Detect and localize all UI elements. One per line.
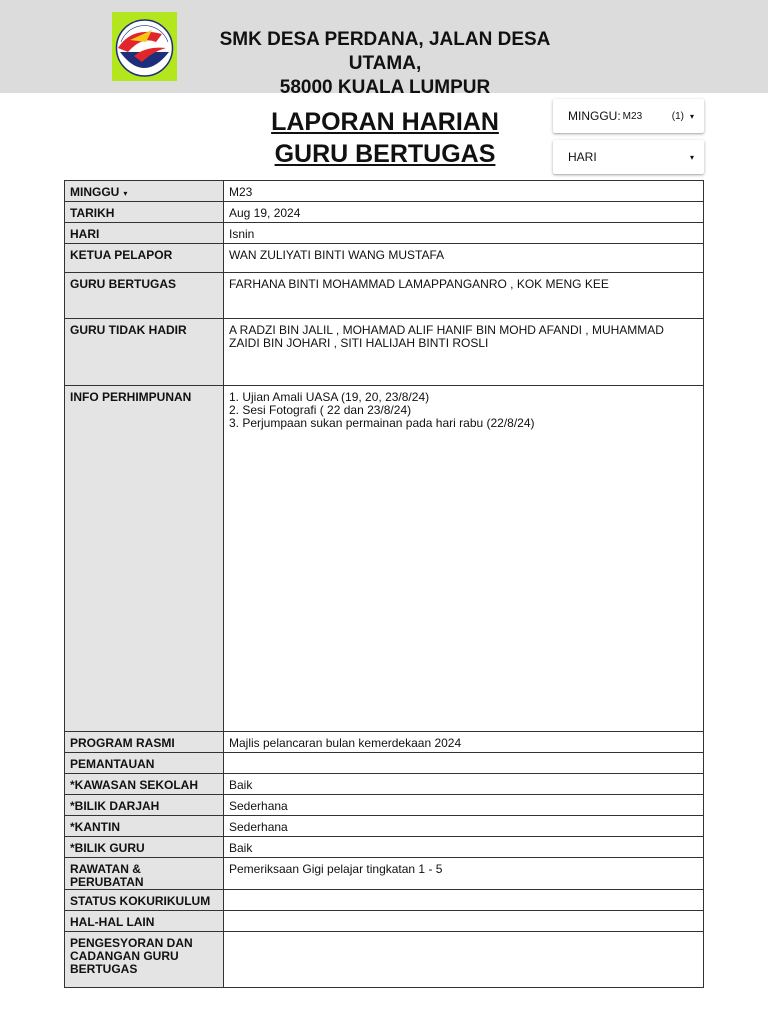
page-header [0, 0, 768, 98]
table-row-tarikh [65, 202, 704, 223]
school-name [185, 28, 585, 100]
school-crest-icon [112, 12, 177, 81]
week-filter-label: MINGGU: [568, 109, 621, 123]
school-name-line-2: 58000 KUALA LUMPUR [279, 77, 491, 98]
guru-tidak-hadir-value: A RADZI BIN JALIL , MOHAMAD ALIF HANIF BIN MOHD AFANDI , MUHAMMAD ZAIDI BIN JOHARI , SITI HALIJAH BINTI ROSLI [224, 319, 704, 386]
week-filter-value: M23 [622, 110, 643, 122]
kantin-value: Sederhana [224, 816, 704, 837]
assembly-item: 3. Perjumpaan sukan permainan pada hari rabu (22/8/24) [229, 416, 535, 430]
bilik-guru-value: Baik [224, 837, 704, 858]
daily-report-table [64, 180, 704, 988]
table-row-pengesyoran [65, 932, 704, 988]
bilik-darjah-label: *BILIK DARJAH [65, 795, 224, 816]
table-row-rawatan-perubatan [65, 858, 704, 890]
kawasan-sekolah-value: Baik [224, 774, 704, 795]
guru-tidak-hadir-label: GURU TIDAK HADIR [65, 319, 224, 386]
guru-bertugas-value: FARHANA BINTI MOHAMMAD LAMAPPANGANRO , KOK MENG KEE [224, 273, 704, 319]
minggu-label: MINGGU [70, 185, 120, 199]
minggu-label-cell[interactable] [65, 181, 224, 202]
assembly-item: 1. Ujian Amali UASA (19, 20, 23/8/24) [229, 390, 430, 404]
pemantauan-value [224, 753, 704, 774]
ketua-pelapor-value: WAN ZULIYATI BINTI WANG MUSTAFA [224, 244, 704, 273]
table-row-guru-bertugas [65, 273, 704, 319]
table-row-kawasan-sekolah [65, 774, 704, 795]
day-filter-label: HARI [568, 150, 597, 164]
ketua-pelapor-label: KETUA PELAPOR [65, 244, 224, 273]
table-row-ketua-pelapor [65, 244, 704, 273]
minggu-value: M23 [224, 181, 704, 202]
report-title [240, 106, 530, 170]
status-kokurikulum-value [224, 890, 704, 911]
tarikh-label: TARIKH [65, 202, 224, 223]
table-row-bilik-darjah [65, 795, 704, 816]
report-title-line-2: GURU BERTUGAS [274, 140, 496, 168]
day-filter-dropdown[interactable] [553, 140, 704, 174]
table-row-minggu [65, 181, 704, 202]
table-row-guru-tidak-hadir [65, 319, 704, 386]
kawasan-sekolah-label: *KAWASAN SEKOLAH [65, 774, 224, 795]
school-logo [112, 12, 177, 81]
table-row-status-kokurikulum [65, 890, 704, 911]
table-row-info-perhimpunan [65, 386, 704, 732]
table-row-program-rasmi [65, 732, 704, 753]
pengesyoran-value [224, 932, 704, 988]
chevron-down-icon: ▾ [689, 111, 694, 121]
guru-bertugas-label: GURU BERTUGAS [65, 273, 224, 319]
program-rasmi-value: Majlis pelancaran bulan kemerdekaan 2024 [224, 732, 704, 753]
report-title-line-1: LAPORAN HARIAN [271, 108, 499, 136]
chevron-down-icon[interactable]: ▾ [123, 189, 128, 198]
week-filter-dropdown[interactable] [553, 99, 704, 133]
info-perhimpunan-label: INFO PERHIMPUNAN [65, 386, 224, 732]
assembly-item: 2. Sesi Fotografi ( 22 dan 23/8/24) [229, 403, 412, 417]
table-row-pemantauan [65, 753, 704, 774]
table-row-bilik-guru [65, 837, 704, 858]
tarikh-value: Aug 19, 2024 [224, 202, 704, 223]
hari-value: Isnin [224, 223, 704, 244]
pemantauan-label: PEMANTAUAN [65, 753, 224, 774]
kantin-label: *KANTIN [65, 816, 224, 837]
info-perhimpunan-value [224, 386, 704, 732]
hari-label: HARI [65, 223, 224, 244]
bilik-darjah-value: Sederhana [224, 795, 704, 816]
rawatan-perubatan-label: RAWATAN & PERUBATAN [65, 858, 224, 890]
bilik-guru-label: *BILIK GURU [65, 837, 224, 858]
rawatan-perubatan-value: Pemeriksaan Gigi pelajar tingkatan 1 - 5 [224, 858, 704, 890]
table-row-kantin [65, 816, 704, 837]
week-filter-count: (1) [671, 110, 684, 122]
hal-hal-lain-value [224, 911, 704, 932]
chevron-down-icon: ▾ [689, 152, 694, 162]
school-name-line-1: SMK DESA PERDANA, JALAN DESA UTAMA, [219, 29, 551, 74]
status-kokurikulum-label: STATUS KOKURIKULUM [65, 890, 224, 911]
pengesyoran-label: PENGESYORAN DAN CADANGAN GURU BERTUGAS [65, 932, 224, 988]
program-rasmi-label: PROGRAM RASMI [65, 732, 224, 753]
table-row-hal-hal-lain [65, 911, 704, 932]
hal-hal-lain-label: HAL-HAL LAIN [65, 911, 224, 932]
table-row-hari [65, 223, 704, 244]
